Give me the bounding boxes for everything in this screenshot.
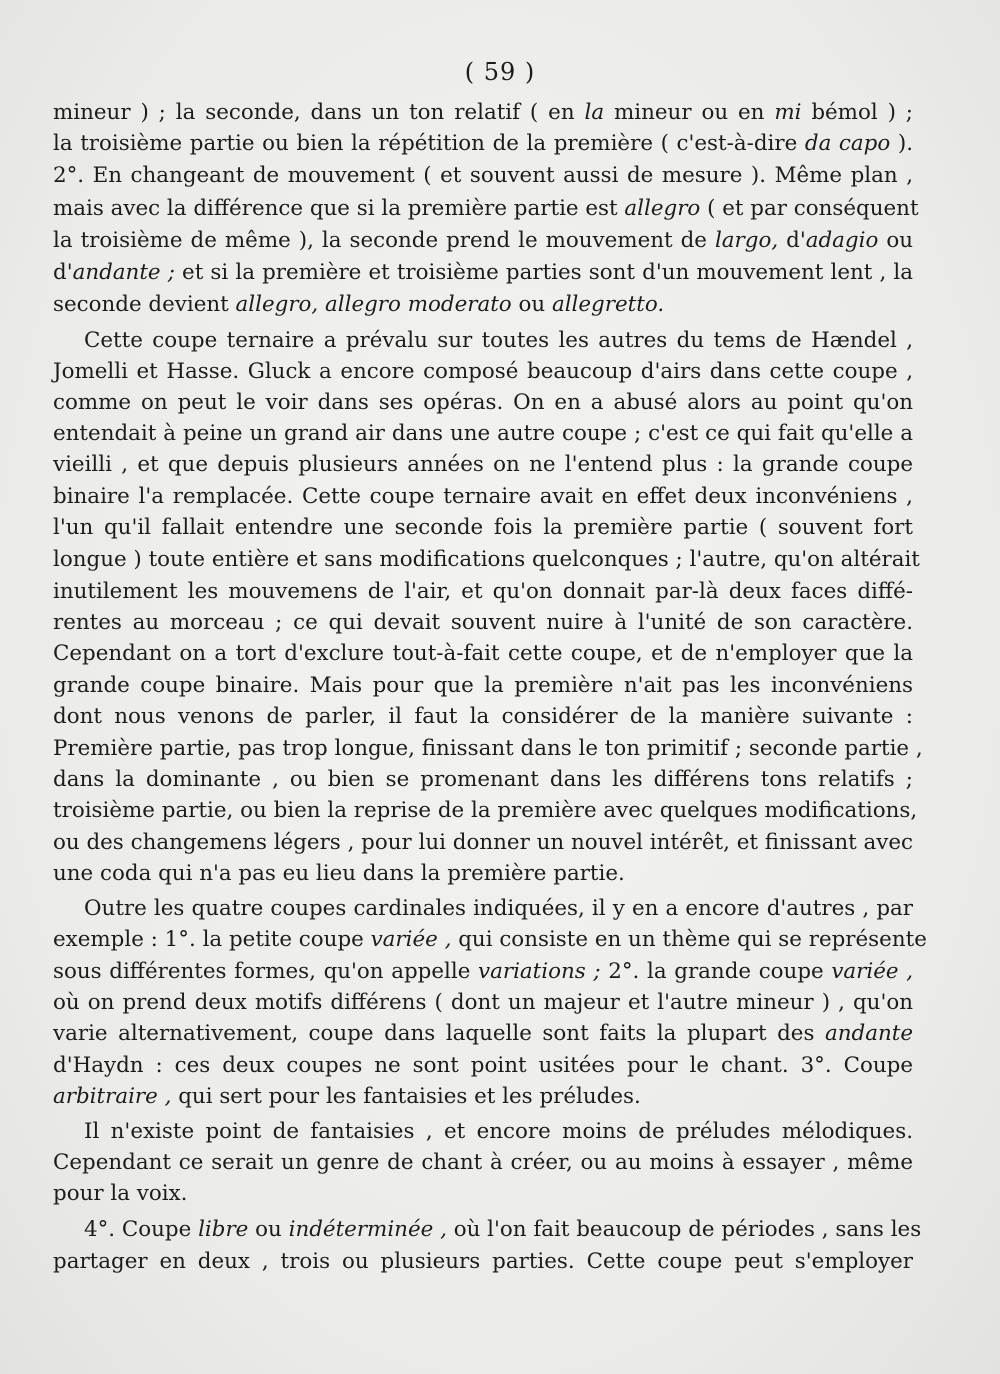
text-segment: Il n'existe point de fantaisies , et encore moins de préludes mélodiques. bbox=[84, 1119, 913, 1144]
italic-term: largo, bbox=[714, 228, 779, 253]
text-segment: mineur ) ; la seconde, dans un ton relatif ( en bbox=[53, 100, 585, 125]
text-segment: d' bbox=[53, 260, 73, 285]
italic-term: arbitraire , bbox=[53, 1084, 172, 1109]
text-segment: Première partie, pas trop longue, finissant dans le ton primitif ; seconde partie , bbox=[53, 736, 923, 761]
text-line bbox=[53, 387, 913, 418]
text-segment: d'Haydn : ces deux coupes ne sont point usitées pour le chant. 3°. Coupe bbox=[53, 1053, 913, 1078]
italic-term: adagio bbox=[805, 228, 879, 253]
text-segment: ou bbox=[248, 1217, 289, 1242]
text-line bbox=[53, 924, 927, 955]
text-segment: binaire l'a remplacée. Cette coupe ternaire avait en effet deux inconvéniens , bbox=[53, 484, 913, 509]
text-line bbox=[53, 257, 913, 288]
text-line bbox=[53, 160, 913, 191]
text-line bbox=[53, 356, 913, 387]
text-line bbox=[53, 827, 913, 858]
text-segment: grande coupe binaire. Mais pour que la première n'ait pas les inconvéniens bbox=[53, 673, 913, 698]
italic-term: allegro bbox=[624, 196, 701, 221]
text-segment: la troisième partie ou bien la répétition de la première ( c'est-à-dire bbox=[53, 131, 805, 156]
text-line bbox=[53, 1050, 913, 1081]
text-line bbox=[53, 576, 913, 607]
italic-term: variations ; bbox=[478, 959, 601, 984]
text-line bbox=[53, 225, 913, 256]
text-segment: partager en deux , trois ou plusieurs parties. Cette coupe peut s'employer bbox=[53, 1249, 913, 1274]
italic-term: variée , bbox=[831, 959, 914, 984]
text-segment: Cependant on a tort d'exclure tout-à-fait cette coupe, et de n'employer que la bbox=[53, 641, 913, 666]
text-segment: où l'on fait beaucoup de périodes , sans les bbox=[446, 1217, 922, 1242]
text-segment: ). bbox=[890, 131, 913, 156]
text-segment: vieilli , et que depuis plusieurs années on ne l'entend plus : la grande coupe bbox=[53, 452, 913, 477]
text-segment: mais avec la différence que si la première partie est bbox=[53, 196, 625, 221]
text-segment: seconde devient bbox=[53, 292, 236, 317]
italic-term: allegro, allegro moderato bbox=[235, 292, 512, 317]
text-line bbox=[53, 449, 913, 480]
text-segment: exemple : 1°. la petite coupe bbox=[53, 927, 371, 952]
text-segment: ou bbox=[511, 292, 552, 317]
text-segment: ou bbox=[878, 228, 914, 253]
text-line bbox=[53, 193, 919, 224]
text-line bbox=[53, 1081, 913, 1112]
page-number: ( 59 ) bbox=[464, 58, 536, 86]
text-line bbox=[53, 670, 913, 701]
italic-term: la bbox=[584, 100, 605, 125]
italic-term: andante bbox=[824, 1021, 913, 1046]
text-segment: Jomelli et Hasse. Gluck a encore composé beaucoup d'airs dans cette coupe , bbox=[53, 359, 913, 384]
text-line bbox=[53, 638, 913, 669]
text-line bbox=[53, 1246, 913, 1277]
text-segment: mineur ou en bbox=[604, 100, 775, 125]
italic-term: mi bbox=[774, 100, 802, 125]
text-line bbox=[53, 607, 913, 638]
text-line bbox=[53, 795, 918, 826]
text-segment: Cette coupe ternaire a prévalu sur toutes les autres du tems de Hændel , bbox=[84, 328, 913, 353]
text-segment: longue ) toute entière et sans modifications quelconques ; l'autre, qu'on altérait bbox=[53, 547, 920, 572]
text-segment: varie alternativement, coupe dans laquelle sont faits la plupart des bbox=[53, 1021, 825, 1046]
text-line bbox=[53, 1147, 913, 1178]
text-segment: 4°. Coupe bbox=[84, 1217, 199, 1242]
text-line bbox=[53, 956, 913, 987]
text-segment: d' bbox=[778, 228, 806, 253]
italic-term: andante ; bbox=[72, 260, 175, 285]
text-line bbox=[53, 97, 913, 128]
text-line bbox=[53, 858, 913, 889]
text-segment: et si la première et troisième parties sont d'un mouvement lent , la bbox=[174, 260, 913, 285]
text-segment: une coda qui n'a pas eu lieu dans la première partie. bbox=[53, 861, 625, 886]
text-line bbox=[84, 1116, 913, 1147]
text-line bbox=[53, 289, 913, 320]
text-segment: l'un qu'il fallait entendre une seconde fois la première partie ( souvent fort bbox=[53, 515, 913, 540]
text-segment: 2°. En changeant de mouvement ( et souvent aussi de mesure ). Même plan , bbox=[53, 163, 913, 188]
italic-term: variée , bbox=[370, 927, 452, 952]
text-line bbox=[84, 893, 913, 924]
text-line bbox=[53, 987, 913, 1018]
text-segment: qui sert pour les fantaisies et les préludes. bbox=[171, 1084, 641, 1109]
italic-term: da capo bbox=[804, 131, 891, 156]
italic-term: libre bbox=[198, 1217, 249, 1242]
text-line bbox=[53, 764, 913, 795]
text-segment: inutilement les mouvemens de l'air, et qu'on donnait par-là deux faces diffé- bbox=[53, 579, 913, 604]
text-line bbox=[53, 481, 913, 512]
text-segment: dans la dominante , ou bien se promenant dans les différens tons relatifs ; bbox=[53, 767, 913, 792]
text-line bbox=[53, 701, 913, 732]
text-segment: Outre les quatre coupes cardinales indiquées, il y en a encore d'autres , par bbox=[84, 896, 913, 921]
text-line bbox=[53, 128, 913, 159]
text-line bbox=[53, 418, 913, 449]
text-segment: 2°. la grande coupe bbox=[600, 959, 832, 984]
italic-term: allegretto. bbox=[551, 292, 665, 317]
text-segment: comme on peut le voir dans ses opéras. On en a abusé alors au point qu'on bbox=[53, 390, 913, 415]
text-segment: où on prend deux motifs différens ( dont un majeur et l'autre mineur ) , qu'on bbox=[53, 990, 913, 1015]
text-segment: ou des changemens légers , pour lui donner un nouvel intérêt, et finissant avec bbox=[53, 830, 914, 855]
italic-term: indéterminée , bbox=[288, 1217, 447, 1242]
text-segment: dont nous venons de parler, il faut la considérer de la manière suivante : bbox=[53, 704, 913, 729]
text-line bbox=[53, 544, 920, 575]
text-segment: sous différentes formes, qu'on appelle bbox=[53, 959, 479, 984]
text-line bbox=[53, 1018, 913, 1049]
text-line bbox=[84, 1214, 922, 1245]
text-segment: la troisième de même ), la seconde prend le mouvement de bbox=[53, 228, 715, 253]
text-segment: qui consiste en un thème qui se représente bbox=[451, 927, 927, 952]
text-segment: Cependant ce serait un genre de chant à créer, ou au moins à essayer , même bbox=[53, 1150, 913, 1175]
text-line bbox=[53, 512, 913, 543]
text-segment: rentes au morceau ; ce qui devait souvent nuire à l'unité de son caractère. bbox=[53, 610, 913, 635]
text-segment: pour la voix. bbox=[53, 1181, 188, 1206]
text-segment: entendait à peine un grand air dans une autre coupe ; c'est ce qui fait qu'elle a bbox=[53, 421, 913, 446]
text-segment: ( et par conséquent bbox=[700, 196, 919, 221]
text-line bbox=[53, 1178, 913, 1209]
text-segment: bémol ) ; bbox=[801, 100, 914, 125]
text-line bbox=[84, 325, 913, 356]
text-line bbox=[53, 733, 923, 764]
text-segment: troisième partie, ou bien la reprise de la première avec quelques modifications, bbox=[53, 798, 918, 823]
